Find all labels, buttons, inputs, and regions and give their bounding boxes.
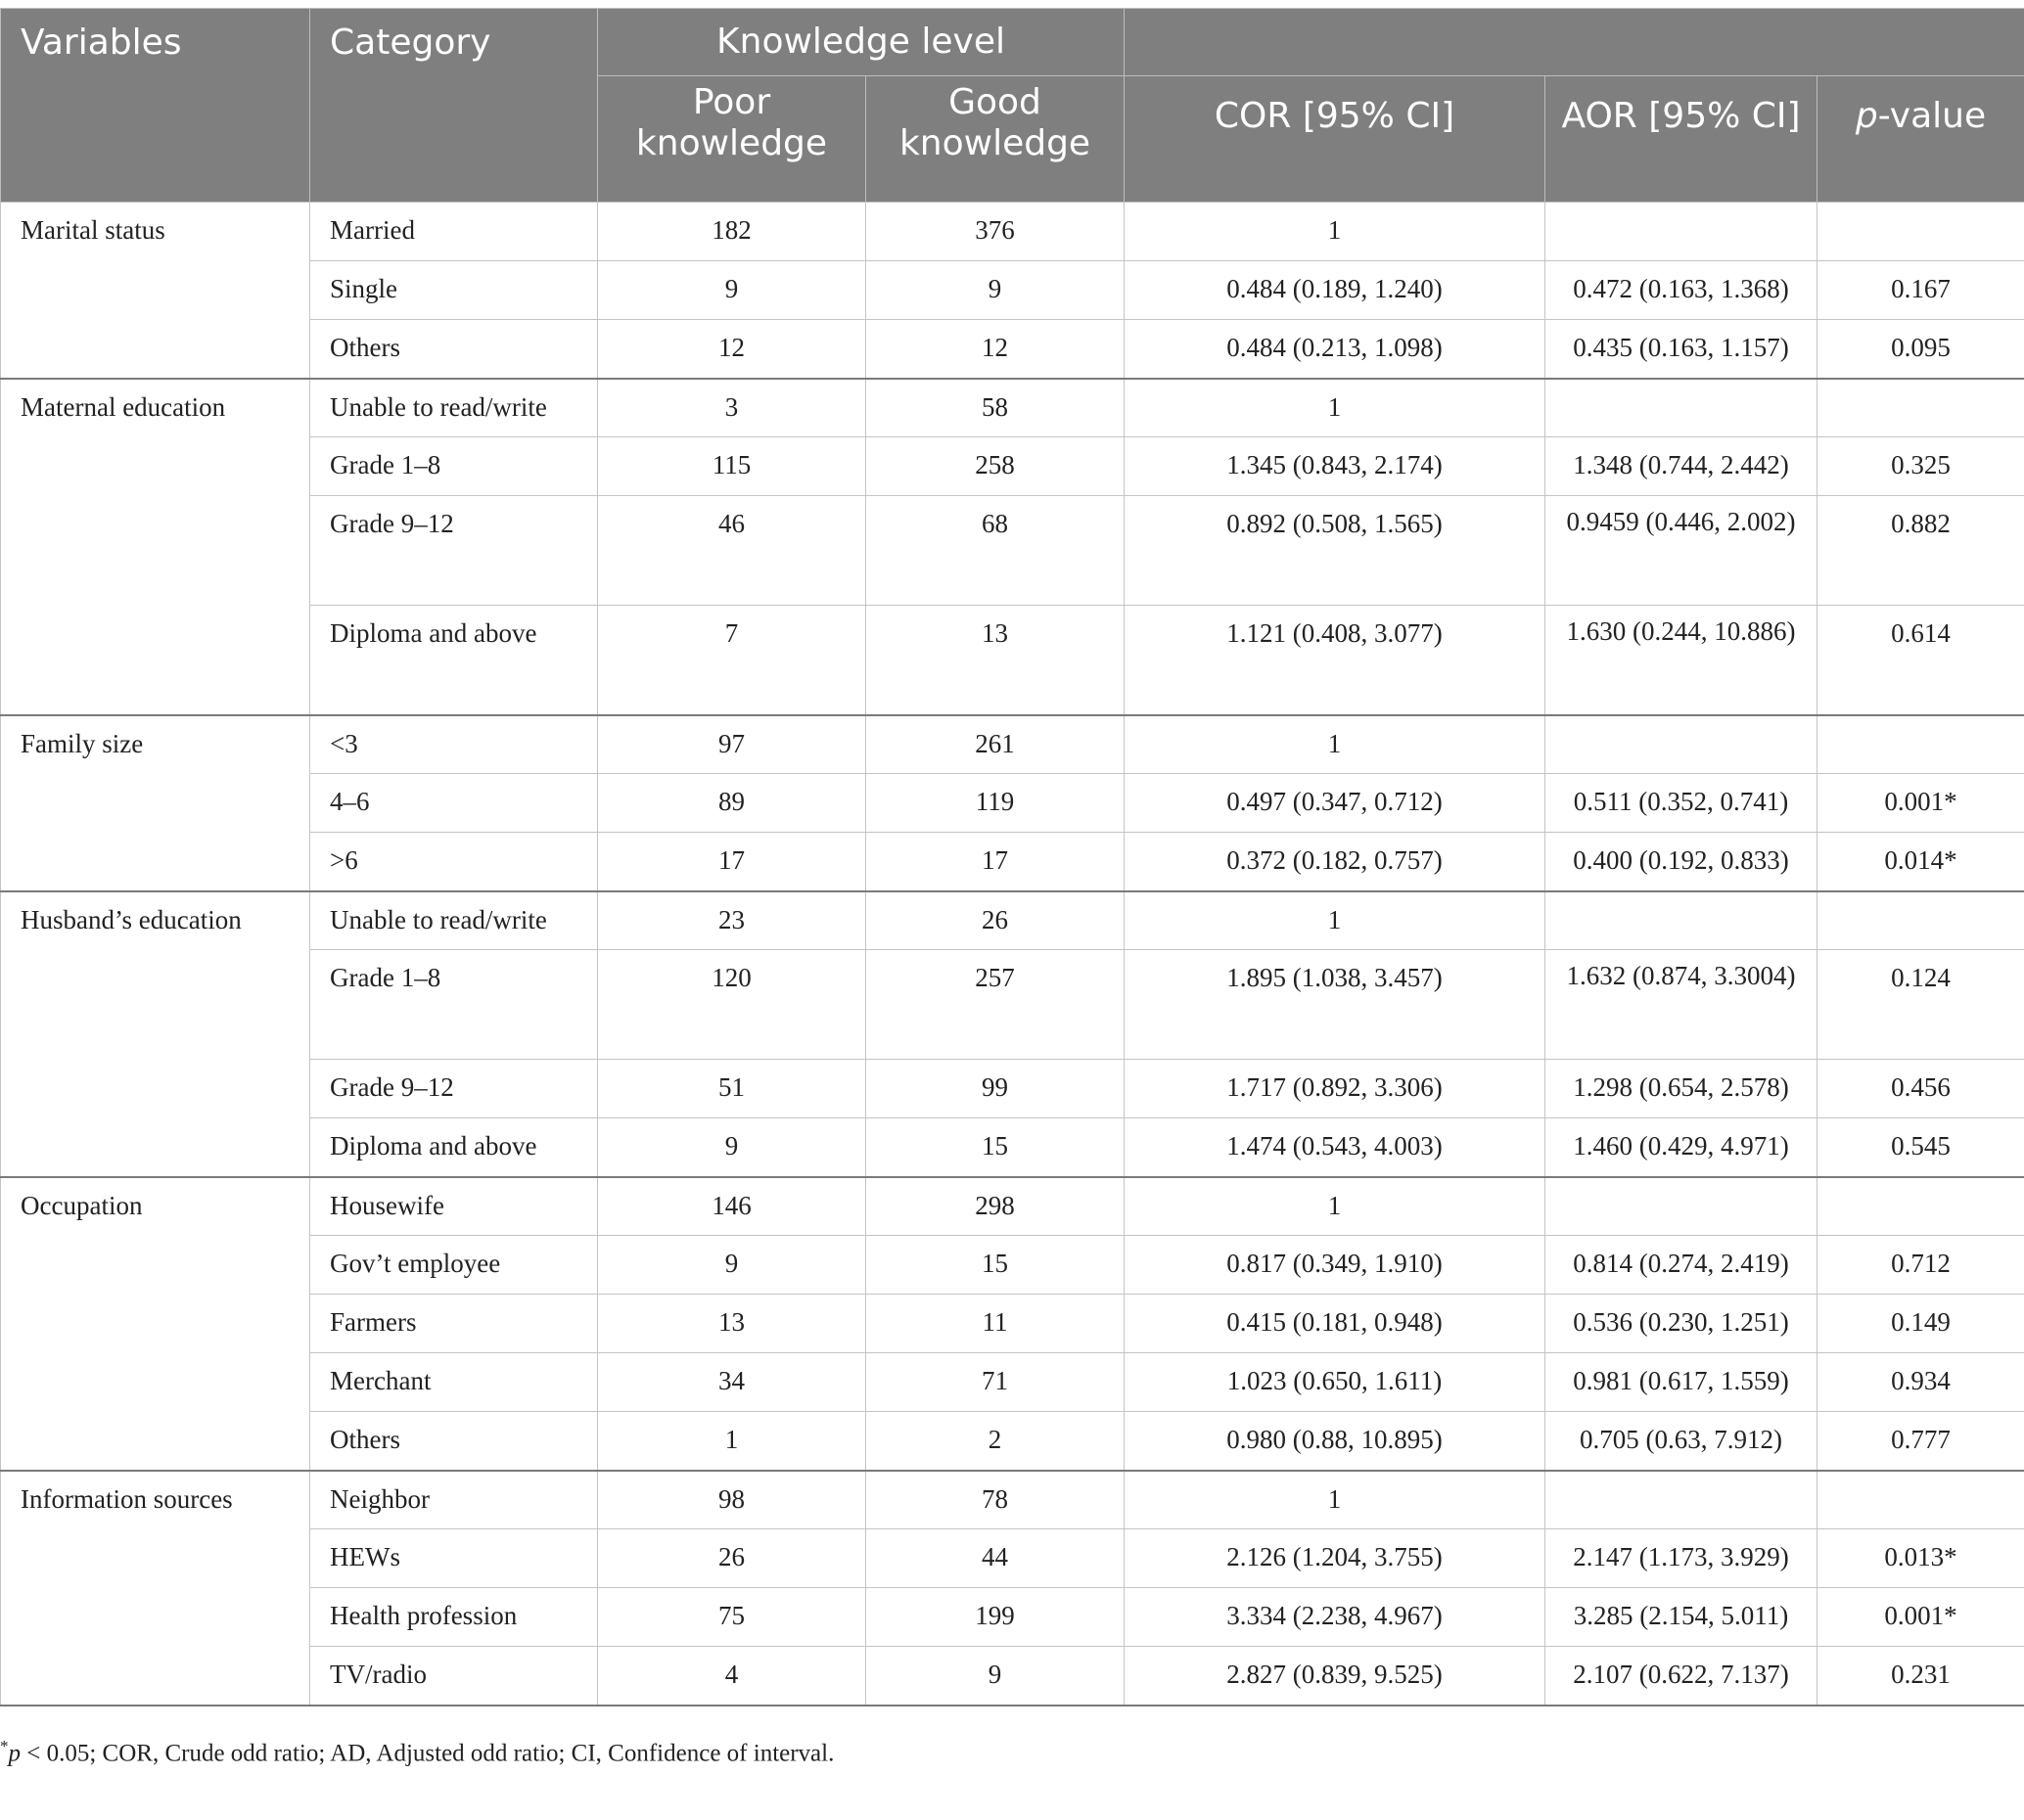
p-value-cell: 0.231 [1817, 1647, 2024, 1706]
header-poor-knowledge: Poor knowledge [598, 76, 866, 203]
category-cell: Grade 9–12 [310, 496, 598, 606]
p-value-cell: 0.777 [1817, 1412, 2024, 1471]
cor-cell: 1 [1125, 715, 1545, 774]
cor-cell: 0.484 (0.213, 1.098) [1125, 320, 1545, 379]
aor-cell: 1.298 (0.654, 2.578) [1545, 1060, 1817, 1118]
category-cell: Married [310, 203, 598, 261]
category-cell: Neighbor [310, 1471, 598, 1529]
cor-cell: 0.980 (0.88, 10.895) [1125, 1412, 1545, 1471]
variable-cell: Occupation [1, 1177, 310, 1471]
cor-cell: 1 [1125, 203, 1545, 261]
aor-cell: 0.400 (0.192, 0.833) [1545, 833, 1817, 891]
category-cell: Grade 1–8 [310, 950, 598, 1060]
aor-cell: 2.107 (0.622, 7.137) [1545, 1647, 1817, 1706]
good-knowledge-cell: 99 [866, 1060, 1125, 1118]
aor-cell: 0.472 (0.163, 1.368) [1545, 261, 1817, 320]
p-value-cell [1817, 891, 2024, 950]
poor-knowledge-cell: 3 [598, 379, 866, 437]
cor-cell: 1.474 (0.543, 4.003) [1125, 1118, 1545, 1177]
table-body [1, 203, 2024, 1706]
cor-cell: 1.023 (0.650, 1.611) [1125, 1353, 1545, 1412]
cor-cell: 1.717 (0.892, 3.306) [1125, 1060, 1545, 1118]
aor-cell: 0.981 (0.617, 1.559) [1545, 1353, 1817, 1412]
footnote-text: < 0.05; COR, Crude odd ratio; AD, Adjusted odd ratio; CI, Confidence of interval. [21, 1740, 835, 1767]
good-knowledge-cell: 9 [866, 261, 1125, 320]
category-cell: Unable to read/write [310, 891, 598, 950]
p-value-cell [1817, 1177, 2024, 1236]
table-row [1, 1177, 2024, 1236]
aor-cell [1545, 1471, 1817, 1529]
results-table [0, 8, 2024, 1706]
poor-knowledge-cell: 34 [598, 1353, 866, 1412]
p-value-cell: 0.934 [1817, 1353, 2024, 1412]
good-knowledge-cell: 119 [866, 774, 1125, 833]
header-aor: AOR [95% CI] [1545, 76, 1817, 203]
table-row [1, 1471, 2024, 1529]
header-cor: COR [95% CI] [1125, 76, 1545, 203]
footnote [0, 1737, 834, 1767]
poor-knowledge-cell: 75 [598, 1588, 866, 1647]
poor-knowledge-cell: 89 [598, 774, 866, 833]
good-knowledge-cell: 261 [866, 715, 1125, 774]
header-p-italic: p [1855, 96, 1878, 136]
good-knowledge-cell: 258 [866, 437, 1125, 496]
category-cell: <3 [310, 715, 598, 774]
category-cell: Single [310, 261, 598, 320]
cor-cell: 1 [1125, 891, 1545, 950]
cor-cell: 1.895 (1.038, 3.457) [1125, 950, 1545, 1060]
good-knowledge-cell: 2 [866, 1412, 1125, 1471]
p-value-cell [1817, 1471, 2024, 1529]
aor-cell: 0.814 (0.274, 2.419) [1545, 1236, 1817, 1295]
category-cell: >6 [310, 833, 598, 891]
variable-cell: Husband’s education [1, 891, 310, 1177]
category-cell: Grade 1–8 [310, 437, 598, 496]
category-cell: Housewife [310, 1177, 598, 1236]
aor-cell: 0.536 (0.230, 1.251) [1545, 1295, 1817, 1353]
aor-cell: 0.435 (0.163, 1.157) [1545, 320, 1817, 379]
good-knowledge-cell: 44 [866, 1529, 1125, 1588]
variable-cell: Maternal education [1, 379, 310, 715]
good-knowledge-cell: 15 [866, 1236, 1125, 1295]
header-knowledge-level: Knowledge level [598, 9, 1125, 76]
cor-cell: 2.126 (1.204, 3.755) [1125, 1529, 1545, 1588]
poor-knowledge-cell: 46 [598, 496, 866, 606]
good-knowledge-cell: 17 [866, 833, 1125, 891]
poor-knowledge-cell: 12 [598, 320, 866, 379]
good-knowledge-cell: 376 [866, 203, 1125, 261]
poor-knowledge-cell: 115 [598, 437, 866, 496]
aor-cell: 1.348 (0.744, 2.442) [1545, 437, 1817, 496]
poor-knowledge-cell: 9 [598, 1118, 866, 1177]
good-knowledge-cell: 26 [866, 891, 1125, 950]
cor-cell: 0.817 (0.349, 1.910) [1125, 1236, 1545, 1295]
header-p-rest: -value [1877, 96, 1987, 136]
variable-cell: Information sources [1, 1471, 310, 1706]
category-cell: Others [310, 1412, 598, 1471]
poor-knowledge-cell: 98 [598, 1471, 866, 1529]
p-value-cell: 0.014* [1817, 833, 2024, 891]
footnote-star: * [0, 1737, 9, 1755]
p-value-cell: 0.167 [1817, 261, 2024, 320]
aor-cell: 3.285 (2.154, 5.011) [1545, 1588, 1817, 1647]
aor-cell: 0.705 (0.63, 7.912) [1545, 1412, 1817, 1471]
category-cell: TV/radio [310, 1647, 598, 1706]
category-cell: Diploma and above [310, 606, 598, 715]
good-knowledge-cell: 78 [866, 1471, 1125, 1529]
aor-cell [1545, 1177, 1817, 1236]
cor-cell: 1 [1125, 379, 1545, 437]
p-value-cell: 0.013* [1817, 1529, 2024, 1588]
category-cell: Farmers [310, 1295, 598, 1353]
p-value-cell: 0.545 [1817, 1118, 2024, 1177]
table-row [1, 203, 2024, 261]
cor-cell: 2.827 (0.839, 9.525) [1125, 1647, 1545, 1706]
footnote-p: p [8, 1740, 21, 1767]
table-row [1, 715, 2024, 774]
aor-cell: 1.630 (0.244, 10.886) [1545, 606, 1817, 715]
aor-cell: 0.9459 (0.446, 2.002) [1545, 496, 1817, 606]
category-cell: Merchant [310, 1353, 598, 1412]
poor-knowledge-cell: 97 [598, 715, 866, 774]
cor-cell: 1.121 (0.408, 3.077) [1125, 606, 1545, 715]
p-value-cell [1817, 379, 2024, 437]
poor-knowledge-cell: 9 [598, 261, 866, 320]
good-knowledge-cell: 12 [866, 320, 1125, 379]
header-blank [1125, 9, 2024, 76]
aor-cell: 0.511 (0.352, 0.741) [1545, 774, 1817, 833]
poor-knowledge-cell: 146 [598, 1177, 866, 1236]
table-row [1, 379, 2024, 437]
p-value-cell [1817, 203, 2024, 261]
p-value-cell: 0.325 [1817, 437, 2024, 496]
aor-cell: 2.147 (1.173, 3.929) [1545, 1529, 1817, 1588]
good-knowledge-cell: 199 [866, 1588, 1125, 1647]
good-knowledge-cell: 9 [866, 1647, 1125, 1706]
p-value-cell: 0.614 [1817, 606, 2024, 715]
category-cell: Others [310, 320, 598, 379]
aor-cell [1545, 715, 1817, 774]
table-row [1, 891, 2024, 950]
cor-cell: 1 [1125, 1177, 1545, 1236]
good-knowledge-cell: 11 [866, 1295, 1125, 1353]
p-value-cell: 0.001* [1817, 1588, 2024, 1647]
p-value-cell: 0.456 [1817, 1060, 2024, 1118]
variable-cell: Family size [1, 715, 310, 891]
good-knowledge-cell: 298 [866, 1177, 1125, 1236]
category-cell: HEWs [310, 1529, 598, 1588]
cor-cell: 3.334 (2.238, 4.967) [1125, 1588, 1545, 1647]
variable-cell: Marital status [1, 203, 310, 379]
good-knowledge-cell: 257 [866, 950, 1125, 1060]
header-good-knowledge: Good knowledge [866, 76, 1125, 203]
p-value-cell: 0.124 [1817, 950, 2024, 1060]
results-table-container [0, 8, 2024, 1706]
cor-cell: 1 [1125, 1471, 1545, 1529]
cor-cell: 0.484 (0.189, 1.240) [1125, 261, 1545, 320]
p-value-cell: 0.149 [1817, 1295, 2024, 1353]
poor-knowledge-cell: 120 [598, 950, 866, 1060]
poor-knowledge-cell: 23 [598, 891, 866, 950]
poor-knowledge-cell: 1 [598, 1412, 866, 1471]
aor-cell [1545, 203, 1817, 261]
good-knowledge-cell: 58 [866, 379, 1125, 437]
good-knowledge-cell: 15 [866, 1118, 1125, 1177]
category-cell: Grade 9–12 [310, 1060, 598, 1118]
category-cell: Unable to read/write [310, 379, 598, 437]
cor-cell: 0.372 (0.182, 0.757) [1125, 833, 1545, 891]
p-value-cell: 0.095 [1817, 320, 2024, 379]
category-cell: Diploma and above [310, 1118, 598, 1177]
category-cell: Gov’t employee [310, 1236, 598, 1295]
poor-knowledge-cell: 17 [598, 833, 866, 891]
poor-knowledge-cell: 51 [598, 1060, 866, 1118]
header-variables: Variables [1, 9, 310, 203]
cor-cell: 0.415 (0.181, 0.948) [1125, 1295, 1545, 1353]
poor-knowledge-cell: 7 [598, 606, 866, 715]
aor-cell: 1.632 (0.874, 3.3004) [1545, 950, 1817, 1060]
header-category: Category [310, 9, 598, 203]
good-knowledge-cell: 13 [866, 606, 1125, 715]
table-header [1, 9, 2024, 203]
p-value-cell [1817, 715, 2024, 774]
good-knowledge-cell: 71 [866, 1353, 1125, 1412]
p-value-cell: 0.712 [1817, 1236, 2024, 1295]
good-knowledge-cell: 68 [866, 496, 1125, 606]
aor-cell [1545, 891, 1817, 950]
category-cell: 4–6 [310, 774, 598, 833]
header-p-value [1817, 76, 2024, 203]
poor-knowledge-cell: 182 [598, 203, 866, 261]
cor-cell: 1.345 (0.843, 2.174) [1125, 437, 1545, 496]
poor-knowledge-cell: 26 [598, 1529, 866, 1588]
aor-cell [1545, 379, 1817, 437]
cor-cell: 0.892 (0.508, 1.565) [1125, 496, 1545, 606]
p-value-cell: 0.001* [1817, 774, 2024, 833]
cor-cell: 0.497 (0.347, 0.712) [1125, 774, 1545, 833]
p-value-cell: 0.882 [1817, 496, 2024, 606]
category-cell: Health profession [310, 1588, 598, 1647]
poor-knowledge-cell: 4 [598, 1647, 866, 1706]
aor-cell: 1.460 (0.429, 4.971) [1545, 1118, 1817, 1177]
poor-knowledge-cell: 13 [598, 1295, 866, 1353]
poor-knowledge-cell: 9 [598, 1236, 866, 1295]
